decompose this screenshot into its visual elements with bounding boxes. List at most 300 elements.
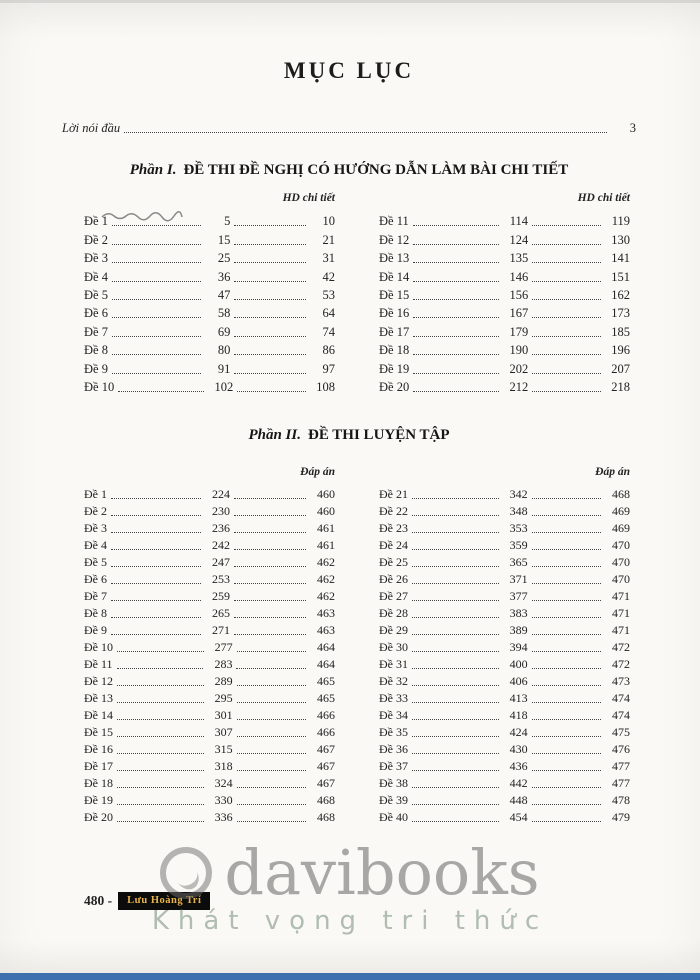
dot-leader	[412, 683, 499, 686]
toc-entry	[84, 502, 335, 519]
toc-entry	[379, 587, 630, 604]
dot-leader	[413, 279, 499, 282]
entry-label: Đề 20	[84, 809, 113, 824]
dot-leader	[118, 389, 204, 392]
dot-leader	[412, 751, 499, 754]
dot-leader	[111, 598, 201, 601]
part-1-heading	[62, 162, 636, 179]
entry-page: 400	[509, 656, 528, 671]
toc-entry	[84, 791, 335, 808]
entry-ref-page: 470	[612, 571, 630, 586]
entry-page: 448	[509, 792, 528, 807]
dot-leader	[532, 242, 601, 245]
entry-ref-page: 468	[317, 809, 335, 824]
entry-page: 342	[509, 486, 528, 501]
entry-label: Đề 9	[84, 622, 107, 637]
dot-leader	[117, 649, 204, 652]
entry-ref-page: 471	[612, 622, 630, 637]
entry-page: 114	[509, 214, 528, 229]
dot-leader	[532, 297, 601, 300]
toc-entry	[379, 248, 630, 266]
entry-page: 25	[217, 251, 231, 266]
toc-entry	[84, 340, 335, 358]
dot-leader	[111, 632, 201, 635]
entry-page: 353	[509, 520, 528, 535]
entry-page: 389	[509, 622, 528, 637]
dot-leader	[234, 260, 306, 263]
toc-entry	[379, 723, 630, 740]
entry-ref-page: 463	[317, 605, 335, 620]
entry-label: Đề 39	[379, 792, 408, 807]
dot-leader	[234, 496, 306, 499]
dot-leader	[412, 819, 499, 822]
dot-leader	[532, 615, 601, 618]
entry-ref-page: 162	[611, 287, 630, 302]
dot-leader	[532, 649, 601, 652]
dot-leader	[412, 547, 499, 550]
toc-entry	[379, 757, 630, 774]
dot-leader	[532, 371, 601, 374]
dot-leader	[412, 734, 499, 737]
entry-ref-page: 471	[612, 588, 630, 603]
dot-leader	[112, 371, 201, 374]
entry-page: 315	[214, 741, 233, 756]
entry-label: Đề 36	[379, 741, 408, 756]
dot-leader	[532, 564, 601, 567]
entry-page: 365	[509, 554, 528, 569]
dot-leader	[112, 297, 201, 300]
dot-leader	[412, 581, 499, 584]
toc-entry	[379, 229, 630, 247]
dot-leader	[413, 389, 499, 392]
dot-leader	[111, 581, 201, 584]
entry-label: Đề 8	[84, 343, 108, 358]
preface-label: Lời nói đầu	[62, 121, 121, 135]
entry-label: Đề 14	[379, 269, 410, 284]
toc-entry	[84, 723, 335, 740]
toc-entry	[84, 740, 335, 757]
toc-entry	[379, 791, 630, 808]
dot-leader	[532, 819, 601, 822]
toc-entry	[379, 303, 630, 321]
dot-leader	[124, 130, 607, 133]
part-2-left-column	[84, 466, 335, 825]
toc-entry	[379, 655, 630, 672]
entry-label: Đề 17	[379, 324, 410, 339]
entry-label: Đề 20	[379, 379, 410, 394]
entry-ref-page: 479	[612, 809, 630, 824]
entry-page: 190	[509, 343, 529, 358]
dot-leader	[234, 581, 306, 584]
entry-label: Đề 12	[379, 232, 410, 247]
dot-leader	[532, 352, 601, 355]
entry-page: 247	[212, 554, 230, 569]
dot-leader	[532, 223, 601, 226]
toc-entry	[379, 340, 630, 358]
dot-leader	[234, 223, 306, 226]
entry-label: Đề 19	[84, 792, 113, 807]
dot-leader	[117, 683, 204, 686]
dot-leader	[412, 530, 499, 533]
dot-leader	[532, 279, 601, 282]
dot-leader	[412, 632, 499, 635]
dot-leader	[117, 751, 204, 754]
dot-leader	[111, 547, 201, 550]
dot-leader	[112, 352, 201, 355]
dot-leader	[413, 223, 499, 226]
dot-leader	[112, 334, 201, 337]
dot-leader	[234, 242, 306, 245]
entry-page: 394	[509, 639, 528, 654]
entry-page: 377	[509, 588, 528, 603]
entry-label: Đề 3	[84, 251, 108, 266]
dot-leader	[237, 389, 306, 392]
author-stamp: Lưu Hoàng Trí	[118, 892, 210, 910]
entry-ref-page: 466	[317, 707, 335, 722]
entry-page: 277	[214, 639, 233, 654]
dot-leader	[234, 564, 306, 567]
entry-label: Đề 26	[379, 571, 408, 586]
entry-ref-page: 467	[317, 741, 335, 756]
entry-page: 330	[214, 792, 233, 807]
entry-label: Đề 6	[84, 571, 107, 586]
entry-ref-page: 86	[322, 343, 335, 358]
dot-leader	[532, 260, 601, 263]
toc-entry	[84, 808, 335, 825]
toc-entry	[379, 358, 630, 376]
entry-label: Đề 10	[84, 379, 115, 394]
entry-ref-page: 470	[612, 554, 630, 569]
toc-entry	[379, 502, 630, 519]
entry-ref-page: 141	[611, 251, 630, 266]
dot-leader	[532, 389, 601, 392]
dot-leader	[237, 768, 306, 771]
entry-label: Đề 17	[84, 758, 113, 773]
toc-entry	[379, 689, 630, 706]
dot-leader	[237, 717, 306, 720]
entry-ref-page: 474	[612, 707, 630, 722]
entry-label: Đề 7	[84, 588, 107, 603]
column-header: Đáp án	[300, 465, 335, 478]
toc-entry	[379, 604, 630, 621]
entry-label: Đề 8	[84, 605, 107, 620]
entry-ref-page: 470	[612, 537, 630, 552]
entry-page: 253	[212, 571, 230, 586]
entry-label: Đề 4	[84, 537, 107, 552]
part-1-columns	[62, 192, 636, 395]
entry-ref-page: 119	[611, 214, 630, 229]
entry-ref-page: 460	[317, 503, 335, 518]
entry-label: Đề 3	[84, 520, 107, 535]
entry-ref-page: 130	[611, 232, 630, 247]
dot-leader	[412, 513, 499, 516]
entry-label: Đề 29	[379, 622, 408, 637]
entry-page: 271	[212, 622, 230, 637]
entry-ref-page: 462	[317, 571, 335, 586]
dot-leader	[532, 751, 601, 754]
watermark-tagline: Khát vọng tri thức	[151, 906, 549, 936]
dot-leader	[237, 751, 306, 754]
entry-page: 259	[212, 588, 230, 603]
entry-page: 318	[214, 758, 233, 773]
dot-leader	[234, 352, 306, 355]
dot-leader	[532, 768, 601, 771]
entry-label: Đề 22	[379, 503, 408, 518]
part-1-section	[62, 162, 636, 395]
dot-leader	[234, 530, 306, 533]
dot-leader	[117, 802, 204, 805]
footer-page-number: 480 -	[84, 893, 113, 908]
entry-ref-page: 464	[317, 639, 335, 654]
entry-page: 230	[212, 503, 230, 518]
toc-entry	[379, 740, 630, 757]
dot-leader	[234, 547, 306, 550]
entry-ref-page: 472	[612, 639, 630, 654]
toc-entry	[84, 358, 335, 376]
pen-scribble	[100, 210, 185, 222]
entry-ref-page: 185	[611, 324, 630, 339]
dot-leader	[111, 615, 201, 618]
entry-page: 348	[509, 503, 528, 518]
toc-entry	[84, 774, 335, 791]
dot-leader	[532, 734, 601, 737]
entry-label: Đề 32	[379, 673, 408, 688]
dot-leader	[532, 700, 601, 703]
entry-ref-page: 151	[611, 269, 630, 284]
dot-leader	[234, 632, 306, 635]
entry-label: Đề 27	[379, 588, 408, 603]
toc-entry	[84, 321, 335, 339]
dot-leader	[413, 260, 499, 263]
entry-page: 58	[217, 306, 231, 321]
dot-leader	[532, 632, 601, 635]
entry-page: 413	[509, 690, 528, 705]
entry-label: Đề 2	[84, 232, 108, 247]
entry-page: 283	[214, 656, 233, 671]
dot-leader	[117, 819, 204, 822]
dot-leader	[111, 513, 201, 516]
entry-ref-page: 469	[612, 520, 630, 535]
entry-page: 47	[217, 287, 231, 302]
entry-label: Đề 6	[84, 306, 108, 321]
entry-ref-page: 476	[612, 741, 630, 756]
entry-ref-page: 64	[322, 306, 335, 321]
toc-rows	[84, 485, 335, 825]
entry-ref-page: 42	[322, 269, 335, 284]
entry-page: 36	[217, 269, 231, 284]
entry-page: 135	[509, 251, 529, 266]
entry-page: 5	[224, 214, 231, 229]
entry-label: Đề 21	[379, 486, 408, 501]
dot-leader	[532, 717, 601, 720]
entry-ref-page: 21	[322, 232, 335, 247]
entry-label: Đề 11	[84, 656, 113, 671]
dot-leader	[412, 598, 499, 601]
toc-entry	[379, 706, 630, 723]
entry-ref-page: 468	[317, 792, 335, 807]
dot-leader	[117, 666, 204, 669]
part-1-title: ĐỀ THI ĐỀ NGHỊ CÓ HƯỚNG DẪN LÀM BÀI CHI TIẾT	[183, 162, 569, 178]
toc-rows	[379, 485, 630, 825]
dot-leader	[413, 371, 499, 374]
entry-page: 167	[509, 306, 529, 321]
entry-label: Đề 37	[379, 758, 408, 773]
dot-leader	[117, 734, 204, 737]
dot-leader	[412, 666, 499, 669]
toc-entry	[379, 570, 630, 587]
entry-ref-page: 108	[316, 379, 335, 394]
dot-leader	[412, 768, 499, 771]
toc-entry	[84, 570, 335, 587]
toc-entry	[379, 519, 630, 536]
entry-ref-page: 465	[317, 673, 335, 688]
entry-ref-page: 471	[612, 605, 630, 620]
dot-leader	[412, 564, 499, 567]
entry-label: Đề 16	[84, 741, 113, 756]
toc-entry	[379, 211, 630, 229]
toc-entry	[84, 553, 335, 570]
dot-leader	[234, 279, 306, 282]
toc-entry	[379, 553, 630, 570]
toc-entry	[84, 638, 335, 655]
entry-ref-page: 460	[317, 486, 335, 501]
entry-ref-page: 464	[317, 656, 335, 671]
entry-label: Đề 4	[84, 269, 108, 284]
entry-ref-page: 462	[317, 588, 335, 603]
toc-rows	[379, 211, 630, 395]
entry-ref-page: 475	[612, 724, 630, 739]
column-header: HD chi tiết	[282, 192, 335, 204]
entry-label: Đề 11	[379, 214, 409, 229]
entry-page: 436	[509, 758, 528, 773]
entry-ref-page: 462	[317, 554, 335, 569]
dot-leader	[532, 334, 601, 337]
dot-leader	[112, 315, 201, 318]
toc-rows	[84, 211, 335, 395]
dot-leader	[413, 242, 499, 245]
dot-leader	[532, 598, 601, 601]
entry-ref-page: 469	[612, 503, 630, 518]
entry-page: 383	[509, 605, 528, 620]
entry-label: Đề 5	[84, 287, 108, 302]
entry-label: Đề 15	[84, 724, 113, 739]
entry-label: Đề 31	[379, 656, 408, 671]
preface-page: 3	[629, 121, 636, 135]
entry-ref-page: 468	[612, 486, 630, 501]
part-1-prefix: Phần I.	[129, 162, 177, 178]
entry-page: 424	[509, 724, 528, 739]
entry-ref-page: 218	[611, 379, 630, 394]
part-2-prefix: Phần II.	[248, 426, 301, 443]
dot-leader	[412, 496, 499, 499]
dot-leader	[412, 717, 499, 720]
entry-page: 442	[509, 775, 528, 790]
entry-label: Đề 10	[84, 639, 113, 654]
entry-ref-page: 10	[322, 214, 335, 229]
entry-label: Đề 13	[379, 251, 410, 266]
dot-leader	[112, 242, 201, 245]
dot-leader	[413, 334, 499, 337]
dot-leader	[117, 717, 204, 720]
dot-leader	[413, 297, 499, 300]
entry-label: Đề 24	[379, 537, 408, 552]
toc-entry	[84, 536, 335, 553]
dot-leader	[111, 564, 201, 567]
entry-label: Đề 7	[84, 324, 108, 339]
dot-leader	[111, 530, 201, 533]
dot-leader	[532, 315, 601, 318]
dot-leader	[412, 649, 499, 652]
entry-page: 69	[217, 324, 231, 339]
entry-label: Đề 19	[379, 361, 410, 376]
davibooks-watermark	[0, 836, 700, 936]
entry-label: Đề 40	[379, 809, 408, 824]
toc-entry	[84, 655, 335, 672]
bottom-blue-strip	[0, 973, 700, 980]
toc-entry	[84, 303, 335, 321]
dot-leader	[234, 615, 306, 618]
dot-leader	[532, 666, 601, 669]
toc-entry	[379, 808, 630, 825]
dot-leader	[237, 785, 306, 788]
dot-leader	[532, 530, 601, 533]
dot-leader	[112, 223, 201, 226]
entry-ref-page: 467	[317, 758, 335, 773]
dot-leader	[112, 260, 201, 263]
entry-label: Đề 33	[379, 690, 408, 705]
entry-ref-page: 478	[612, 792, 630, 807]
dot-leader	[237, 700, 306, 703]
entry-label: Đề 13	[84, 690, 113, 705]
toc-entry	[84, 587, 335, 604]
entry-ref-page: 196	[611, 343, 630, 358]
page-title: MỤC LỤC	[283, 58, 415, 83]
entry-label: Đề 28	[379, 605, 408, 620]
dot-leader	[532, 547, 601, 550]
entry-ref-page: 465	[317, 690, 335, 705]
column-header: HD chi tiết	[577, 192, 630, 204]
dot-leader	[532, 581, 601, 584]
dot-leader	[412, 700, 499, 703]
entry-label: Đề 1	[84, 486, 107, 501]
toc-entry	[84, 485, 335, 502]
entry-ref-page: 31	[322, 251, 335, 266]
entry-page: 301	[214, 707, 233, 722]
toc-entry	[84, 229, 335, 247]
entry-page: 236	[212, 520, 230, 535]
part-2-title: ĐỀ THI LUYỆN TẬP	[307, 426, 450, 443]
entry-ref-page: 472	[612, 656, 630, 671]
entry-label: Đề 18	[84, 775, 113, 790]
dot-leader	[111, 496, 201, 499]
entry-page: 371	[509, 571, 528, 586]
entry-label: Đề 2	[84, 503, 107, 518]
entry-ref-page: 474	[612, 690, 630, 705]
entry-page: 359	[509, 537, 528, 552]
entry-label: Đề 30	[379, 639, 408, 654]
dot-leader	[532, 496, 601, 499]
entry-ref-page: 466	[317, 724, 335, 739]
entry-page: 202	[509, 361, 529, 376]
part-1-left-column	[84, 192, 335, 395]
dot-leader	[117, 785, 204, 788]
entry-ref-page: 461	[317, 537, 335, 552]
dot-leader	[234, 598, 306, 601]
dot-leader	[234, 371, 306, 374]
preface-row	[62, 118, 636, 136]
toc-entry	[84, 377, 335, 395]
entry-page: 336	[214, 809, 233, 824]
